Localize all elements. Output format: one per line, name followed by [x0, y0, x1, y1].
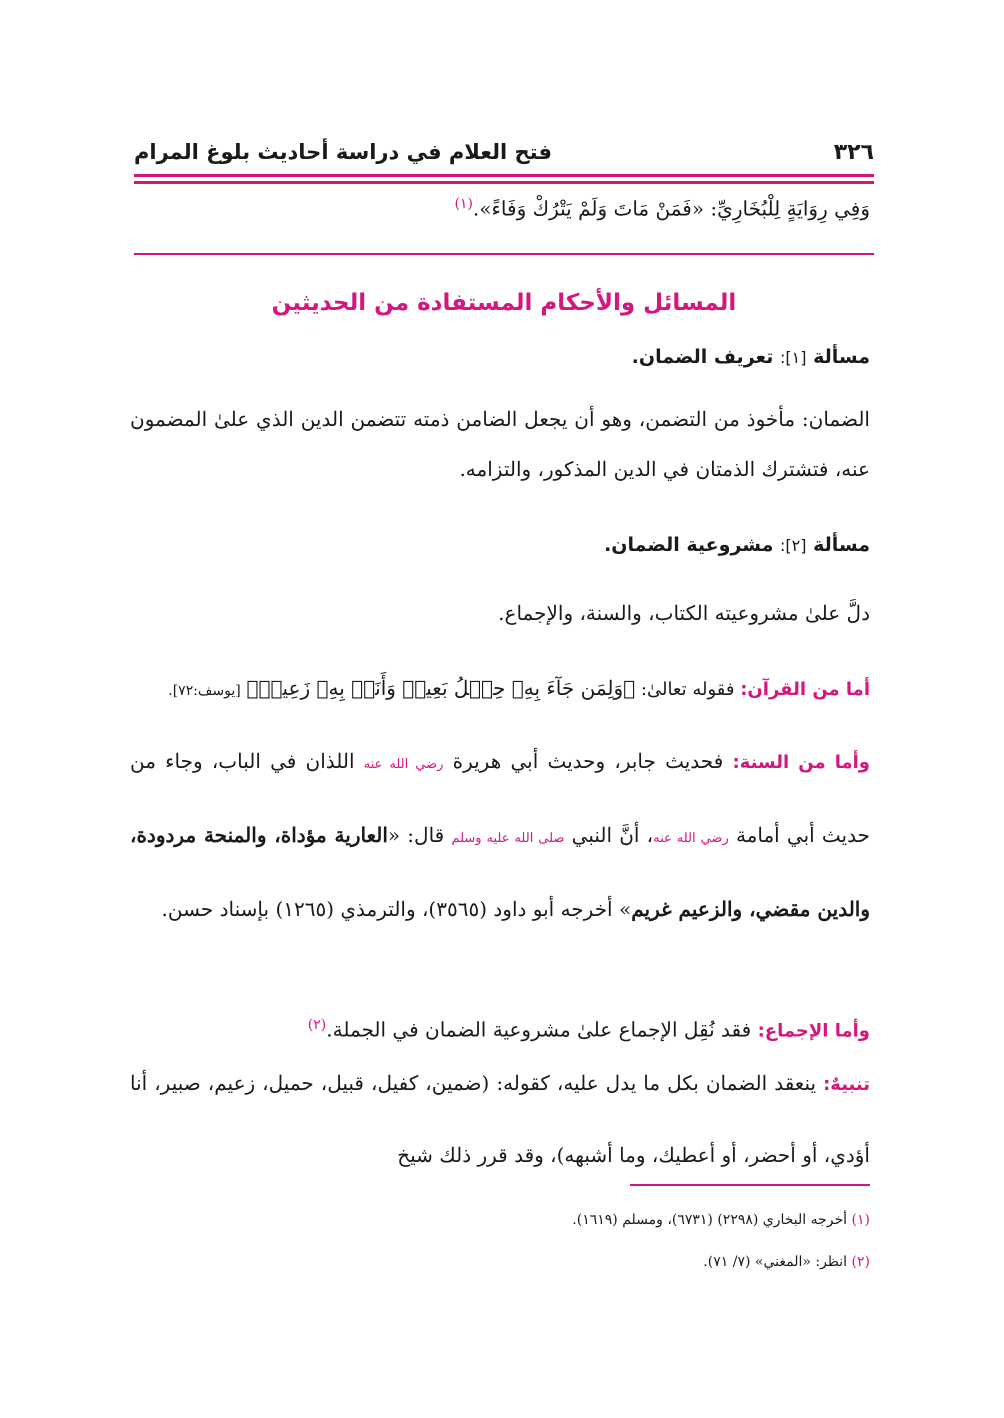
quran-evidence: [130, 676, 870, 700]
sunnah-text-2: اللذان في الباب، وجاء من حديث أبي أمامة: [130, 749, 870, 847]
footnote-2-text: انظر: «المغني» (٧/ ٧١).: [703, 1254, 848, 1270]
running-header: [134, 132, 874, 172]
quran-reference: [يوسف:٧٢].: [168, 683, 241, 699]
footnote-mark-1: (١): [454, 196, 473, 212]
note-paragraph: [130, 1048, 870, 1190]
issue-2-number: [٢]:: [780, 536, 807, 555]
page-number: ٣٢٦: [833, 139, 874, 165]
footnote-2: [130, 1254, 870, 1270]
footnote-mark-2: (٢): [307, 1017, 327, 1033]
ijma-lead: وأما الإجماع:: [757, 1020, 870, 1042]
footnote-rule: [630, 1184, 870, 1186]
honorific-ra-icon: رضي الله عنه: [363, 757, 444, 772]
sunnah-text-3: ، أنَّ النبي: [571, 823, 654, 847]
issue-2-heading: [130, 534, 870, 556]
issue-1-heading: [130, 346, 870, 368]
header-rule-top: [134, 174, 874, 177]
hadith-text: العارية مؤداة، والمنحة مردودة، والدين مقضي، والزعيم غريم: [130, 823, 870, 921]
honorific-ra-2-icon: رضي الله عنه: [653, 831, 729, 846]
ijma-text: فقد نُقِل الإجماع علىٰ مشروعية الضمان في الجملة.: [326, 1017, 752, 1042]
sunnah-text-5: » أخرجه أبو داود (٣٥٦٥)، والترمذي (١٢٦٥) بإسناد حسن.: [161, 897, 632, 921]
section-title: المسائل والأحكام المستفادة من الحديثين: [271, 290, 737, 316]
honorific-saw-icon: صلى الله عليه وسلم: [451, 831, 565, 846]
issue-2-label: مسألة: [813, 534, 870, 556]
sunnah-evidence: [130, 726, 870, 944]
sunnah-lead: وأما من السنة:: [732, 752, 870, 773]
note-text: ينعقد الضمان بكل ما يدل عليه، كقوله: (ضمين، كفيل، قبيل، حميل، زعيم، صبير، أنا أؤدي، أو أحضر، أو أعطيك، وما أشبهه)، وقد قرر ذلك شيخ: [130, 1071, 870, 1167]
footnote-1: [130, 1212, 870, 1228]
sunnah-text-4: قال: «: [387, 823, 445, 847]
issue-1-label: مسألة: [813, 346, 870, 368]
quran-intro: فقوله تعالىٰ:: [640, 679, 735, 700]
footnote-1-number: (١): [851, 1212, 870, 1228]
footnote-2-number: (٢): [851, 1254, 870, 1270]
issue-1-number: [١]:: [780, 348, 807, 367]
quran-verse: ﴿وَلِمَن جَآءَ بِهِۦ حِمۡلُ بَعِيرٖ وَأَنَا۠ بِهِۦ زَعِيمٞ﴾: [246, 676, 636, 700]
issue-1-body: الضمان: مأخوذ من التضمن، وهو أن يجعل الضامن ذمته تتضمن الدين الذي علىٰ المضمون عنه، فتشترك الذمتان في الدين المذكور، والتزامه.: [130, 407, 870, 481]
sunnah-text-1: فحديث جابر، وحديث أبي هريرة: [452, 749, 724, 773]
book-title: فتح العلام في دراسة أحاديث بلوغ المرام: [134, 140, 552, 164]
section-divider: [134, 253, 874, 255]
issue-2-body: دلَّ علىٰ مشروعيته الكتاب، والسنة، والإجماع.: [498, 601, 870, 625]
header-rule-bottom: [134, 181, 874, 184]
footnote-1-text: أخرجه البخاري (٢٢٩٨) (٦٧٣١)، ومسلم (١٦١٩).: [572, 1212, 848, 1228]
issue-1-title: تعريف الضمان.: [631, 346, 774, 368]
issue-2-title: مشروعية الضمان.: [604, 534, 774, 556]
intro-line: [130, 196, 870, 221]
intro-text: وَفِي رِوَايَةٍ لِلْبُخَارِيِّ: «فَمَنْ مَاتَ وَلَمْ يَتْرُكْ وَفَاءً».: [472, 196, 870, 221]
quran-lead: أما من القرآن:: [740, 679, 870, 700]
note-lead: تنبيهٌ:: [823, 1074, 870, 1095]
